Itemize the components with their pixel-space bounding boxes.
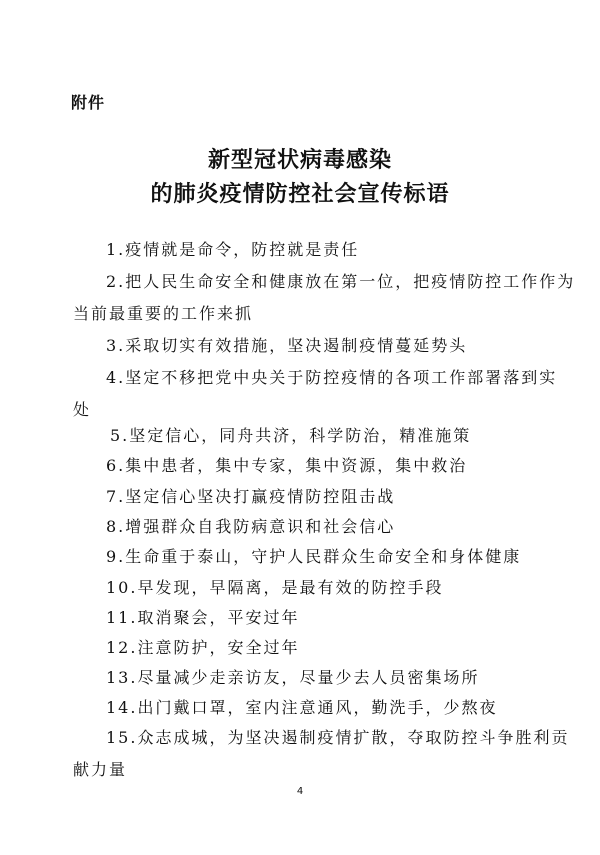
slogan-item: [73, 517, 543, 537]
slogan-item: [73, 668, 543, 688]
slogan-text-continued: 献力量: [73, 760, 128, 779]
slogan-text: 11.取消聚会，平安过年: [106, 608, 300, 627]
slogan-text: 9.生命重于泰山，守护人民群众生命安全和身体健康: [106, 547, 522, 566]
slogan-text: 1.疫情就是命令，防控就是责任: [106, 240, 360, 259]
slogan-text: 14.出门戴口罩，室内注意通风，勤洗手，少熬夜: [106, 698, 498, 717]
slogan-item: [73, 272, 576, 324]
slogan-item: [73, 638, 543, 658]
slogan-text: 13.尽量减少走亲访友，尽量少去人员密集场所: [106, 668, 480, 687]
attachment-label: 附件: [71, 93, 106, 112]
slogan-item: [73, 578, 543, 598]
slogan-text: 12.注意防护，安全过年: [106, 638, 300, 657]
slogan-item: [73, 608, 543, 628]
slogan-text-continued: 处: [73, 400, 92, 419]
slogan-text: 5.坚定信心，同舟共济，科学防治，精准施策: [110, 426, 472, 445]
slogan-item: [73, 728, 570, 780]
slogan-text: 8.增强群众自我防病意识和社会信心: [106, 517, 396, 536]
slogan-item: [73, 698, 543, 718]
slogan-text: 3.采取切实有效措施，坚决遏制疫情蔓延势头: [106, 336, 468, 355]
slogan-item: [73, 368, 558, 420]
slogan-text: 10.早发现，早隔离，是最有效的防控手段: [106, 578, 444, 597]
slogan-item: [73, 426, 543, 446]
slogan-text: 2.把人民生命安全和健康放在第一位，把疫情防控工作作为: [106, 272, 576, 291]
slogan-text: 7.坚定信心坚决打赢疫情防控阻击战: [106, 487, 396, 506]
document-title-line-1: 新型冠状病毒感染: [207, 147, 392, 173]
slogan-item: [73, 487, 543, 507]
page-number: 4: [296, 786, 304, 797]
slogan-text-continued: 当前最重要的工作来抓: [73, 304, 254, 323]
slogan-item: [73, 336, 543, 356]
slogan-text: 15.众志成城，为坚决遏制疫情扩散，夺取防控斗争胜利贡: [106, 728, 570, 747]
slogan-item: [73, 547, 543, 567]
slogan-item: [73, 240, 543, 260]
document-title-line-2: 的肺炎疫情防控社会宣传标语: [150, 181, 450, 207]
slogan-item: [73, 456, 543, 476]
slogan-text: 4.坚定不移把党中央关于防控疫情的各项工作部署落到实: [106, 368, 558, 387]
slogan-text: 6.集中患者，集中专家，集中资源，集中救治: [106, 456, 468, 475]
